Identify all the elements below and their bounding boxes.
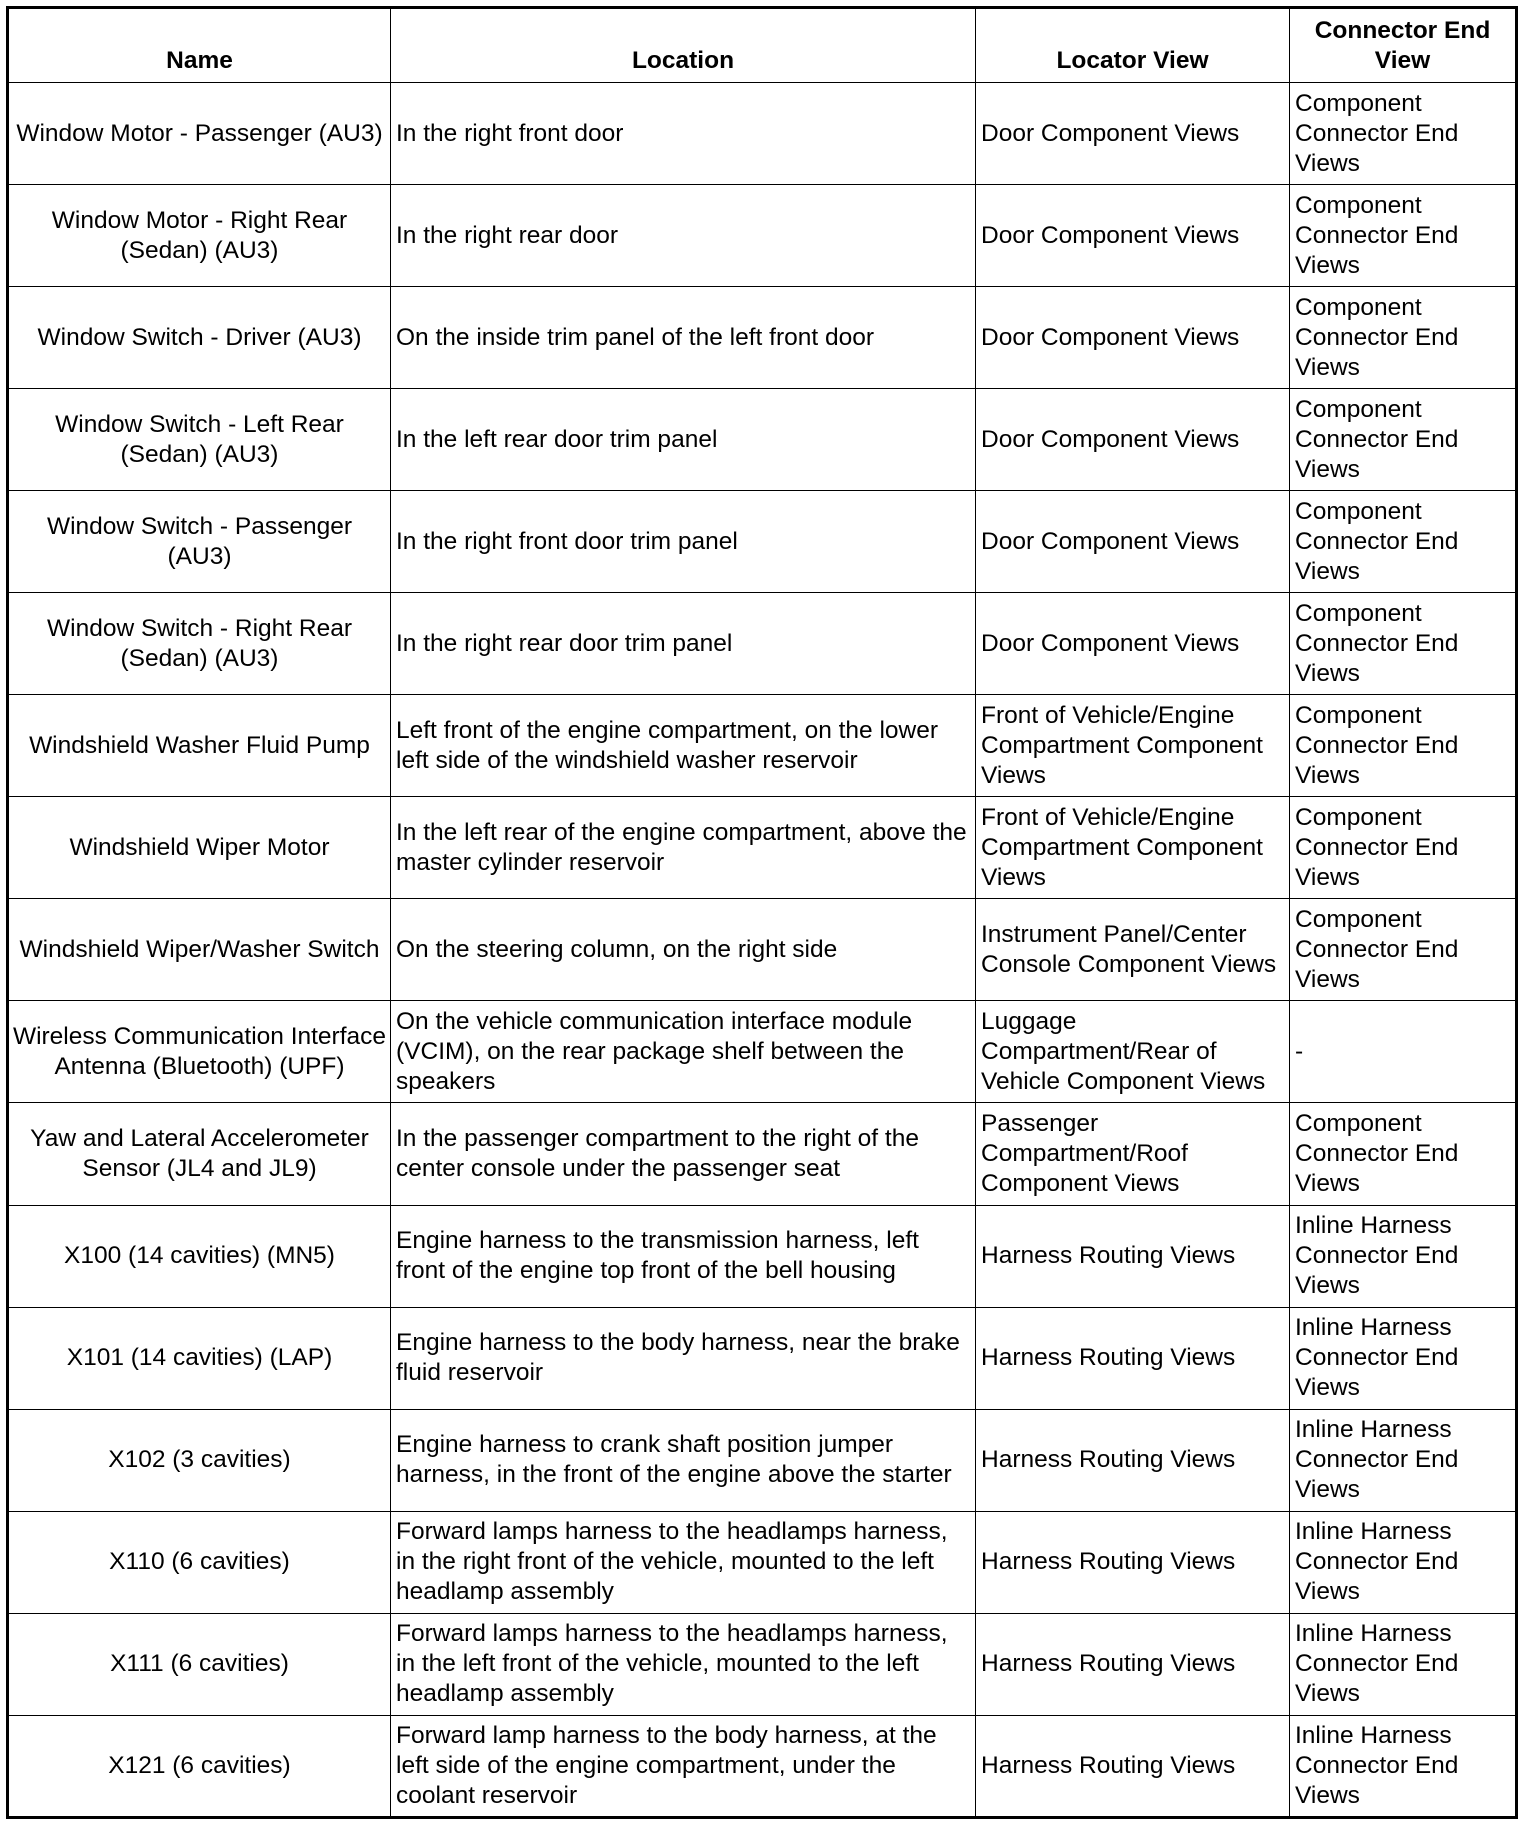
table-row bbox=[8, 899, 1517, 1001]
cell-location: In the right rear door bbox=[391, 185, 976, 287]
cell-connector-end-view: Inline Harness Connector End Views bbox=[1290, 1715, 1517, 1817]
cell-location: Forward lamp harness to the body harness, at the left side of the engine compartment, under the coolant reservoir bbox=[391, 1715, 976, 1817]
table-header bbox=[8, 8, 1517, 83]
component-locator-table bbox=[6, 6, 1518, 1819]
cell-location: In the right front door bbox=[391, 83, 976, 185]
cell-location: On the steering column, on the right side bbox=[391, 899, 976, 1001]
cell-location: On the vehicle communication interface module (VCIM), on the rear package shelf between the speakers bbox=[391, 1001, 976, 1103]
cell-location: Forward lamps harness to the headlamps harness, in the left front of the vehicle, mounted to the left headlamp assembly bbox=[391, 1613, 976, 1715]
cell-name: Window Switch - Passenger (AU3) bbox=[8, 491, 391, 593]
cell-locator-view: Instrument Panel/Center Console Component Views bbox=[976, 899, 1290, 1001]
table-row bbox=[8, 1409, 1517, 1511]
cell-locator-view: Harness Routing Views bbox=[976, 1511, 1290, 1613]
cell-connector-end-view: Inline Harness Connector End Views bbox=[1290, 1409, 1517, 1511]
table-row bbox=[8, 1511, 1517, 1613]
cell-name: Wireless Communication Interface Antenna (Bluetooth) (UPF) bbox=[8, 1001, 391, 1103]
cell-location: In the passenger compartment to the right of the center console under the passenger seat bbox=[391, 1103, 976, 1205]
cell-locator-view: Door Component Views bbox=[976, 287, 1290, 389]
cell-connector-end-view: Component Connector End Views bbox=[1290, 491, 1517, 593]
table-row bbox=[8, 1001, 1517, 1103]
table-row bbox=[8, 593, 1517, 695]
cell-connector-end-view: Component Connector End Views bbox=[1290, 797, 1517, 899]
cell-locator-view: Harness Routing Views bbox=[976, 1307, 1290, 1409]
table-row bbox=[8, 389, 1517, 491]
table-row bbox=[8, 185, 1517, 287]
cell-connector-end-view: Inline Harness Connector End Views bbox=[1290, 1307, 1517, 1409]
cell-connector-end-view: Inline Harness Connector End Views bbox=[1290, 1613, 1517, 1715]
cell-name: Yaw and Lateral Accelerometer Sensor (JL4 and JL9) bbox=[8, 1103, 391, 1205]
cell-location: In the right rear door trim panel bbox=[391, 593, 976, 695]
header-row bbox=[8, 8, 1517, 83]
cell-name: Windshield Wiper/Washer Switch bbox=[8, 899, 391, 1001]
cell-locator-view: Door Component Views bbox=[976, 593, 1290, 695]
cell-locator-view: Door Component Views bbox=[976, 185, 1290, 287]
header-locator-view: Locator View bbox=[976, 8, 1290, 83]
cell-location: Forward lamps harness to the headlamps harness, in the right front of the vehicle, mounted to the left headlamp assembly bbox=[391, 1511, 976, 1613]
cell-location: Engine harness to the body harness, near the brake fluid reservoir bbox=[391, 1307, 976, 1409]
table-row bbox=[8, 797, 1517, 899]
cell-name: Window Switch - Left Rear (Sedan) (AU3) bbox=[8, 389, 391, 491]
cell-locator-view: Harness Routing Views bbox=[976, 1205, 1290, 1307]
cell-locator-view: Luggage Compartment/Rear of Vehicle Component Views bbox=[976, 1001, 1290, 1103]
cell-locator-view: Harness Routing Views bbox=[976, 1409, 1290, 1511]
cell-locator-view: Door Component Views bbox=[976, 83, 1290, 185]
cell-connector-end-view: Component Connector End Views bbox=[1290, 185, 1517, 287]
table-row bbox=[8, 695, 1517, 797]
cell-connector-end-view: Component Connector End Views bbox=[1290, 287, 1517, 389]
cell-connector-end-view: Component Connector End Views bbox=[1290, 389, 1517, 491]
table-row bbox=[8, 1103, 1517, 1205]
cell-name: X111 (6 cavities) bbox=[8, 1613, 391, 1715]
cell-locator-view: Door Component Views bbox=[976, 491, 1290, 593]
cell-location: In the left rear of the engine compartment, above the master cylinder reservoir bbox=[391, 797, 976, 899]
cell-name: Window Switch - Right Rear (Sedan) (AU3) bbox=[8, 593, 391, 695]
cell-connector-end-view: Component Connector End Views bbox=[1290, 83, 1517, 185]
cell-location: In the left rear door trim panel bbox=[391, 389, 976, 491]
cell-location: In the right front door trim panel bbox=[391, 491, 976, 593]
cell-locator-view: Harness Routing Views bbox=[976, 1613, 1290, 1715]
header-name: Name bbox=[8, 8, 391, 83]
cell-locator-view: Passenger Compartment/Roof Component Views bbox=[976, 1103, 1290, 1205]
cell-name: Windshield Washer Fluid Pump bbox=[8, 695, 391, 797]
cell-name: Window Motor - Passenger (AU3) bbox=[8, 83, 391, 185]
cell-location: Engine harness to the transmission harness, left front of the engine top front of the bell housing bbox=[391, 1205, 976, 1307]
cell-connector-end-view: Component Connector End Views bbox=[1290, 593, 1517, 695]
cell-name: X102 (3 cavities) bbox=[8, 1409, 391, 1511]
cell-location: On the inside trim panel of the left front door bbox=[391, 287, 976, 389]
cell-name: X100 (14 cavities) (MN5) bbox=[8, 1205, 391, 1307]
table-row bbox=[8, 1205, 1517, 1307]
cell-name: X101 (14 cavities) (LAP) bbox=[8, 1307, 391, 1409]
cell-connector-end-view: Inline Harness Connector End Views bbox=[1290, 1205, 1517, 1307]
cell-connector-end-view: - bbox=[1290, 1001, 1517, 1103]
cell-connector-end-view: Inline Harness Connector End Views bbox=[1290, 1511, 1517, 1613]
table-row bbox=[8, 1307, 1517, 1409]
header-location: Location bbox=[391, 8, 976, 83]
cell-name: X121 (6 cavities) bbox=[8, 1715, 391, 1817]
cell-connector-end-view: Component Connector End Views bbox=[1290, 899, 1517, 1001]
cell-location: Left front of the engine compartment, on the lower left side of the windshield washer reservoir bbox=[391, 695, 976, 797]
table-row bbox=[8, 1715, 1517, 1817]
cell-name: Windshield Wiper Motor bbox=[8, 797, 391, 899]
table-row bbox=[8, 83, 1517, 185]
header-connector-end-view: Connector End View bbox=[1290, 8, 1517, 83]
cell-connector-end-view: Component Connector End Views bbox=[1290, 695, 1517, 797]
cell-locator-view: Door Component Views bbox=[976, 389, 1290, 491]
cell-name: X110 (6 cavities) bbox=[8, 1511, 391, 1613]
cell-name: Window Switch - Driver (AU3) bbox=[8, 287, 391, 389]
cell-locator-view: Harness Routing Views bbox=[976, 1715, 1290, 1817]
table-row bbox=[8, 491, 1517, 593]
table-row bbox=[8, 1613, 1517, 1715]
cell-connector-end-view: Component Connector End Views bbox=[1290, 1103, 1517, 1205]
cell-location: Engine harness to crank shaft position jumper harness, in the front of the engine above the starter bbox=[391, 1409, 976, 1511]
cell-locator-view: Front of Vehicle/Engine Compartment Component Views bbox=[976, 695, 1290, 797]
table-body bbox=[8, 83, 1517, 1818]
cell-locator-view: Front of Vehicle/Engine Compartment Component Views bbox=[976, 797, 1290, 899]
cell-name: Window Motor - Right Rear (Sedan) (AU3) bbox=[8, 185, 391, 287]
table-row bbox=[8, 287, 1517, 389]
